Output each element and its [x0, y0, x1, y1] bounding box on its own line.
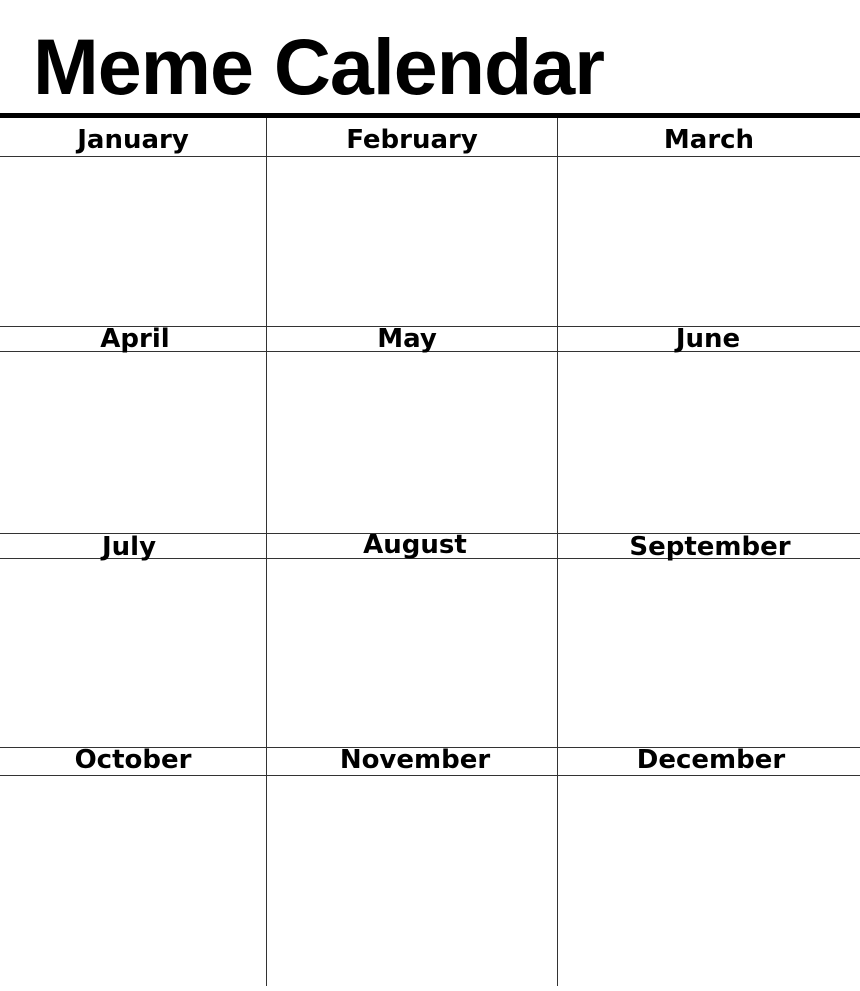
month-label-august: August [363, 530, 467, 560]
month-box-april [0, 352, 266, 533]
month-box-june [558, 352, 860, 533]
month-label-march: March [663, 125, 755, 155]
month-label-february: February [346, 125, 478, 155]
month-box-september [558, 559, 860, 747]
month-label-november: November [339, 745, 491, 775]
month-box-july [0, 559, 266, 747]
month-box-january [0, 157, 266, 326]
month-label-july: July [101, 532, 157, 562]
page-title: Meme Calendar [33, 22, 604, 111]
month-box-february [267, 157, 557, 326]
month-label-june: June [675, 324, 741, 354]
month-box-august [267, 559, 557, 747]
month-label-december: December [636, 745, 786, 775]
month-label-september: September [629, 532, 791, 562]
month-box-october [0, 776, 266, 986]
month-label-october: October [74, 745, 192, 775]
month-box-december [558, 776, 860, 986]
month-label-april: April [100, 324, 170, 354]
month-box-november [267, 776, 557, 986]
calendar-grid [0, 118, 860, 986]
month-label-january: January [77, 125, 189, 155]
month-box-march [558, 157, 860, 326]
month-box-may [267, 352, 557, 533]
month-label-may: May [377, 324, 437, 354]
